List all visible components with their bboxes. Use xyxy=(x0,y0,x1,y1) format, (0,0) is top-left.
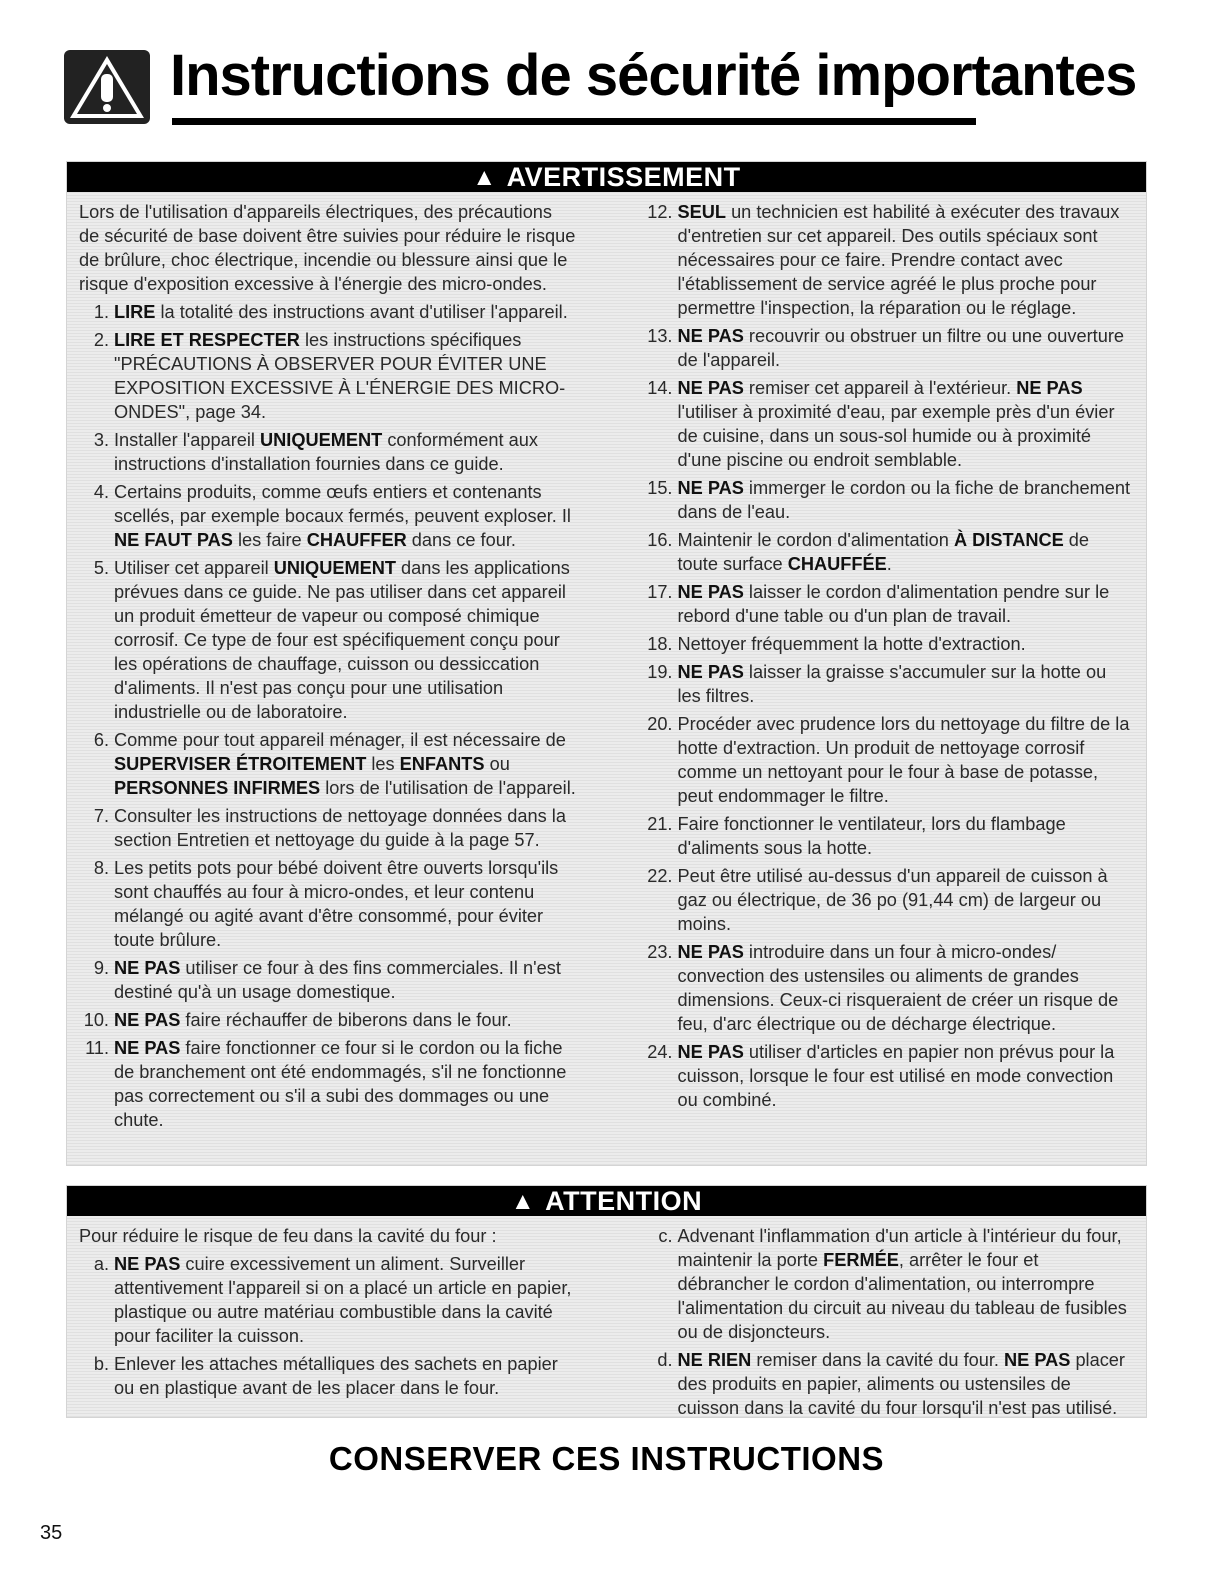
warning-list-item xyxy=(79,556,577,724)
body-text: dans les applications prévues dans ce guide. Ne pas utiliser dans cet appareil un produit émetteur de vapeur ou composé chimique corrosif. Ce type de four est spécifiquement conçu pour les opérations de chauffage, cuisson ou dessiccation d'aliments. Il n'est pas conçu pour une utilisation industrielle ou de laboratoire. xyxy=(114,558,570,722)
item-text xyxy=(114,804,577,852)
emphasis-text: NE PAS xyxy=(1004,1350,1071,1370)
item-number: 16. xyxy=(647,530,673,550)
warning-list-item xyxy=(643,632,1135,656)
warning-panel xyxy=(66,161,1147,1166)
emphasis-text: SEUL xyxy=(677,202,727,222)
title-underline xyxy=(172,118,976,125)
emphasis-text: CHAUFFER xyxy=(306,530,407,550)
item-text xyxy=(678,1040,1135,1112)
emphasis-text: NE PAS xyxy=(114,1254,181,1274)
warning-list-item xyxy=(643,812,1135,860)
body-text: , arrêter le four et débrancher le cordon d'alimentation, ou interrompre l'alimentation du circuit au niveau du tableau de fusibles ou de disjoncteurs. xyxy=(677,1250,1127,1342)
item-text xyxy=(678,580,1135,628)
warning-list-item xyxy=(643,476,1135,524)
body-text: utiliser ce four à des fins commerciales. Il n'est destiné qu'à un usage domestique. xyxy=(114,958,561,1002)
body-text: lors de l'utilisation de l'appareil. xyxy=(320,778,576,798)
body-text: faire fonctionner ce four si le cordon ou la fiche de branchement ont été endommagés, s'il ne fonctionne pas correctement ou s'il a subi des dommages ou une chute. xyxy=(114,1038,567,1130)
item-text xyxy=(114,1352,577,1400)
warning-list-item xyxy=(643,528,1135,576)
warning-column-left xyxy=(79,200,607,1136)
item-number: 5. xyxy=(93,558,109,578)
item-number: b. xyxy=(93,1354,109,1374)
item-text xyxy=(678,324,1135,372)
body-text: un technicien est habilité à exécuter des travaux d'entretien sur cet appareil. Des outils spéciaux sont nécessaires pour ce faire. Prendre contact avec l'établissement de service agréé le plus proche pour permettre l'inspection, la réparation ou le réglage. xyxy=(677,202,1120,318)
item-number: 21. xyxy=(647,814,673,834)
caution-list-item xyxy=(79,1252,577,1348)
caution-list-item xyxy=(79,1352,577,1400)
item-number: 23. xyxy=(647,942,673,962)
caution-panel xyxy=(66,1185,1147,1418)
emphasis-text: NE PAS xyxy=(677,582,744,602)
emphasis-text: SUPERVISER ÉTROITEMENT xyxy=(114,754,367,774)
emphasis-text: NE PAS xyxy=(114,958,181,978)
item-text xyxy=(678,476,1135,524)
emphasis-text: NE PAS xyxy=(677,1042,744,1062)
item-text xyxy=(678,864,1135,936)
caution-list-item xyxy=(643,1348,1135,1420)
footer-title: CONSERVER CES INSTRUCTIONS xyxy=(328,1440,885,1477)
body-text: les faire xyxy=(232,530,307,550)
emphasis-text: NE PAS xyxy=(677,662,744,682)
warning-list-item xyxy=(79,1036,577,1132)
item-number: 7. xyxy=(93,806,109,826)
item-number: 9. xyxy=(93,958,109,978)
caution-column-right xyxy=(607,1224,1135,1424)
item-number: 11. xyxy=(85,1038,109,1058)
item-number: 20. xyxy=(647,714,673,734)
warning-list-item xyxy=(79,328,577,424)
item-number: 12. xyxy=(647,202,673,222)
item-text xyxy=(114,328,577,424)
emphasis-text: PERSONNES INFIRMES xyxy=(114,778,321,798)
body-text: Enlever les attaches métalliques des sachets en papier ou en plastique avant de les placer dans le four. xyxy=(114,1354,558,1398)
warning-triangle-icon: ▲ xyxy=(510,1188,536,1215)
caution-column-left xyxy=(79,1224,607,1424)
item-text xyxy=(114,856,577,952)
body-text: ou xyxy=(484,754,510,774)
warning-list-item xyxy=(79,480,577,552)
body-text: remiser dans la cavité du four. xyxy=(751,1350,1005,1370)
caution-list-item xyxy=(643,1224,1135,1344)
item-text xyxy=(678,528,1135,576)
caution-intro: Pour réduire le risque de feu dans la cavité du four : xyxy=(79,1226,497,1246)
warning-list-item xyxy=(79,856,577,952)
emphasis-text: UNIQUEMENT xyxy=(260,430,383,450)
item-number: 8. xyxy=(93,858,109,878)
warning-list-item xyxy=(643,712,1135,808)
warning-list-item xyxy=(79,728,577,800)
item-number: 22. xyxy=(647,866,673,886)
body-text: introduire dans un four à micro-ondes/ convection des ustensiles ou aliments de grandes dimensions. Ceux-ci risqueraient de créer un risque de feu, d'arc électrique ou de décharge électrique. xyxy=(677,942,1119,1034)
body-text: Procéder avec prudence lors du nettoyage du filtre de la hotte d'extraction. Un produit de nettoyage corrosif comme un nettoyant pour le four à base de potasse, peut endommager le filtre. xyxy=(677,714,1130,806)
item-number: 17. xyxy=(647,582,673,602)
warning-heading: ▲ AVERTISSEMENT xyxy=(67,162,1146,192)
body-text: Les petits pots pour bébé doivent être ouverts lorsqu'ils sont chauffés au four à micro-ondes, et leur contenu mélangé ou agité avant d'être consommé, pour éviter toute brûlure. xyxy=(114,858,559,950)
warning-intro: Lors de l'utilisation d'appareils électriques, des précautions de sécurité de base doivent être suivies pour réduire le risque de brûlure, choc électrique, incendie ou blessure ainsi que le risque d'exposition excessive à l'énergie des micro-ondes. xyxy=(79,202,576,294)
warning-column-right xyxy=(607,200,1135,1136)
body-text: Advenant l'inflammation d'un article à l'intérieur du four, maintenir la porte xyxy=(677,1226,1122,1270)
body-text: Installer l'appareil xyxy=(114,430,261,450)
body-text: Certains produits, comme œufs entiers et contenants scellés, par exemple bocaux fermés, peuvent exploser. Il xyxy=(114,482,571,526)
item-text xyxy=(114,728,577,800)
body-text: Comme pour tout appareil ménager, il est nécessaire de xyxy=(114,730,566,750)
body-text: laisser le cordon d'alimentation pendre sur le rebord d'une table ou d'un plan de travail. xyxy=(677,582,1110,626)
emphasis-text: CHAUFFÉE xyxy=(787,554,887,574)
body-text: l'utiliser à proximité d'eau, par exemple près d'un évier de cuisine, dans un sous-sol humide ou à proximité d'une piscine ou endroit semblable. xyxy=(677,402,1115,470)
item-text xyxy=(114,428,577,476)
body-text: remiser cet appareil à l'extérieur. xyxy=(743,378,1017,398)
emphasis-text: LIRE ET RESPECTER xyxy=(114,330,300,350)
warning-list-item xyxy=(79,300,577,324)
body-text: Consulter les instructions de nettoyage données dans la section Entretien et nettoyage du guide à la page 57. xyxy=(114,806,566,850)
body-text: dans ce four. xyxy=(406,530,516,550)
item-number: 1. xyxy=(93,302,109,322)
emphasis-text: ENFANTS xyxy=(399,754,485,774)
page-title: Instructions de sécurité importantes xyxy=(170,43,1137,108)
body-text: utiliser d'articles en papier non prévus pour la cuisson, lorsque le four est utilisé en mode convection ou combiné. xyxy=(677,1042,1115,1110)
item-text xyxy=(114,1252,577,1348)
item-text xyxy=(114,1036,577,1132)
page-header xyxy=(64,34,1137,124)
item-text xyxy=(678,940,1135,1036)
warning-list-item xyxy=(643,1040,1135,1112)
warning-list-item xyxy=(643,660,1135,708)
warning-list-item xyxy=(79,428,577,476)
warning-list-item xyxy=(79,1008,577,1032)
item-number: 24. xyxy=(647,1042,673,1062)
warning-list-item xyxy=(643,200,1135,320)
body-text: . xyxy=(886,554,892,574)
item-text xyxy=(114,300,577,324)
body-text: Utiliser cet appareil xyxy=(114,558,274,578)
body-text: immerger le cordon ou la fiche de branchement dans de l'eau. xyxy=(677,478,1131,522)
item-text xyxy=(678,660,1135,708)
item-text xyxy=(678,712,1135,808)
page-number: 35 xyxy=(40,1522,63,1544)
body-text: les xyxy=(366,754,400,774)
item-number: 2. xyxy=(93,330,109,350)
body-text: placer des produits en papier, aliments ou ustensiles de cuisson dans la cavité du four lorsqu'il n'est pas utilisé. xyxy=(677,1350,1125,1418)
body-text: conformément aux instructions d'installation fournies dans ce guide. xyxy=(114,430,538,474)
emphasis-text: NE RIEN xyxy=(677,1350,752,1370)
item-text xyxy=(678,812,1135,860)
emphasis-text: NE PAS xyxy=(114,1038,181,1058)
item-text xyxy=(678,632,1135,656)
body-text: Faire fonctionner le ventilateur, lors du flambage d'aliments sous la hotte. xyxy=(677,814,1066,858)
item-text xyxy=(114,556,577,724)
body-text: cuire excessivement un aliment. Surveiller attentivement l'appareil si on a placé un article en papier, plastique ou autre matériau combustible dans la cavité pour faciliter la cuisson. xyxy=(114,1254,572,1346)
item-number: 14. xyxy=(647,378,673,398)
emphasis-text: NE PAS xyxy=(114,1010,181,1030)
body-text: recouvrir ou obstruer un filtre ou une ouverture de l'appareil. xyxy=(677,326,1124,370)
item-number: 3. xyxy=(93,430,109,450)
item-number: 15. xyxy=(647,478,673,498)
warning-list-item xyxy=(643,376,1135,472)
body-text: faire réchauffer de biberons dans le four. xyxy=(180,1010,512,1030)
caution-heading: ▲ ATTENTION xyxy=(67,1186,1146,1216)
body-text: de toute surface xyxy=(677,530,1090,574)
warning-list-item xyxy=(643,940,1135,1036)
item-number: 10. xyxy=(83,1010,109,1030)
emphasis-text: NE PAS xyxy=(677,326,744,346)
body-text: les instructions spécifiques "PRÉCAUTIONS À OBSERVER POUR ÉVITER UNE EXPOSITION EXCESSIVE À L'ÉNERGIE DES MICRO-ONDES", page 34. xyxy=(114,330,566,422)
item-number: 6. xyxy=(93,730,109,750)
warning-list-item xyxy=(643,580,1135,628)
body-text: Peut être utilisé au-dessus d'un appareil de cuisson à gaz ou électrique, de 36 po (91,44 cm) de largeur ou moins. xyxy=(677,866,1108,934)
item-number: a. xyxy=(93,1254,109,1274)
item-text xyxy=(678,200,1135,320)
item-text xyxy=(678,1224,1135,1344)
item-text xyxy=(114,1008,577,1032)
emphasis-text: UNIQUEMENT xyxy=(273,558,396,578)
warning-list-item xyxy=(643,324,1135,372)
item-number: d. xyxy=(657,1350,673,1370)
emphasis-text: NE PAS xyxy=(677,378,744,398)
warning-hand-icon xyxy=(64,50,150,124)
emphasis-text: NE PAS xyxy=(1016,378,1083,398)
emphasis-text: NE PAS xyxy=(677,942,744,962)
item-text xyxy=(114,480,577,552)
item-text xyxy=(678,1348,1135,1420)
item-text xyxy=(114,956,577,1004)
emphasis-text: NE FAUT PAS xyxy=(114,530,233,550)
body-text: Maintenir le cordon d'alimentation xyxy=(677,530,954,550)
body-text: la totalité des instructions avant d'utiliser l'appareil. xyxy=(155,302,568,322)
body-text: laisser la graisse s'accumuler sur la hotte ou les filtres. xyxy=(677,662,1107,706)
body-text: Nettoyer fréquemment la hotte d'extraction. xyxy=(677,634,1026,654)
warning-triangle-icon: ▲ xyxy=(472,164,497,191)
item-number: 18. xyxy=(647,634,673,654)
emphasis-text: À DISTANCE xyxy=(953,530,1064,550)
item-number: 4. xyxy=(93,482,109,502)
emphasis-text: LIRE xyxy=(114,302,156,322)
warning-list-item xyxy=(643,864,1135,936)
item-text xyxy=(678,376,1135,472)
emphasis-text: FERMÉE xyxy=(823,1250,899,1270)
item-number: c. xyxy=(658,1226,673,1246)
warning-list-item xyxy=(79,804,577,852)
item-number: 19. xyxy=(647,662,673,682)
warning-list-item xyxy=(79,956,577,1004)
item-number: 13. xyxy=(647,326,673,346)
emphasis-text: NE PAS xyxy=(677,478,744,498)
